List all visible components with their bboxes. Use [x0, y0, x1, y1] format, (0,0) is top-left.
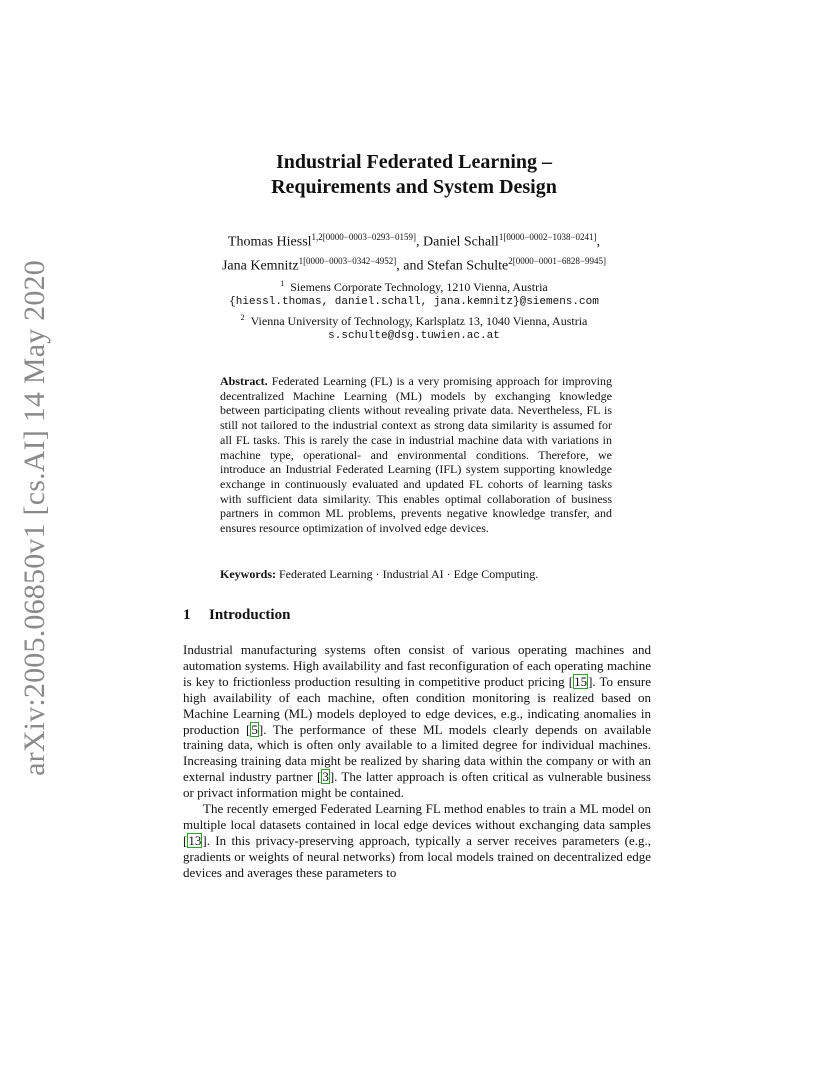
citation-link[interactable]: 5 — [251, 721, 258, 737]
text-run: . In this privacy-preserving approach, typically a server receives parameters (e.g., gradients or weights of neural networks) from local models trained on decentralized edge devices and averages these parameters to — [183, 832, 651, 880]
keywords-label: Keywords: — [220, 567, 276, 581]
author-orcid: 1[0000−0003−0342−4952] — [298, 255, 397, 266]
abstract-label: Abstract. — [220, 374, 268, 388]
author-list — [0, 228, 828, 275]
title-line-1: Industrial Federated Learning – — [275, 151, 553, 173]
section-title: Introduction — [209, 607, 291, 623]
text-run: . The latter approach is often critical as vulnerable business or privact information might be contained. — [183, 769, 651, 801]
affiliation-1-emails: {hiessl.thomas, daniel.schall, jana.kemnitz}@siemens.com — [229, 296, 599, 308]
affiliation-text: Vienna University of Technology, Karlsplatz 13, 1040 Vienna, Austria — [250, 314, 588, 328]
text-run: The recently emerged Federated Learning FL method enables to train a ML model on multiple local datasets contained in local edge devices without exchanging data samples — [183, 801, 651, 832]
author-orcid: 1,2[0000−0003−0293−0159] — [311, 232, 417, 242]
paragraph-2: The recently emerged Federated Learning FL method enables to train a ML model on multiple local datasets contained in local edge devices without exchanging data samples [13]. In this privacy-preserving approach, typically a server receives parameters (e.g., gradients or weights of neural networks) from local models trained on decentralized edge devices and averages these parameters to — [183, 801, 651, 880]
arxiv-stamp — [10, 260, 60, 776]
abstract — [220, 374, 612, 536]
affiliation-2-email: s.schulte@dsg.tuwien.ac.at — [328, 330, 500, 342]
author-separator: , and — [396, 258, 428, 274]
section-heading — [183, 607, 290, 624]
author-line-1 — [0, 228, 828, 252]
arxiv-stamp-text: arXiv:2005.06850v1 [cs.AI] 14 May 2020 — [18, 260, 51, 776]
paragraph-1: Industrial manufacturing systems often consist of various operating machines and automation systems. High availability and fast reconfiguration of each operating machine is key to frictionless production resulting in competitive product pricing [15]. To ensure high availability of each machine, often condition monitoring is realized based on Machine Learning (ML) models deployed to edge devices, e.g., indicating anomalies in production [5]. The performance of these ML models clearly depends on available training data, which is often only available to a limited degree for individual machines. Increasing training data might be realized by sharing data within the company or with an external industry partner [3]. The latter approach is often critical as vulnerable business or privact information might be contained. — [183, 642, 651, 801]
author-separator: , — [416, 234, 424, 250]
author-name: Jana Kemnitz — [221, 258, 299, 274]
abstract-text: Federated Learning (FL) is a very promising approach for improving decentralized Machine Learning (ML) models by exchanging knowledge between participating clients without revealing private data. Nevertheless, FL is still not tailored to the industrial context as strong data similarity is assumed for all FL tasks. This is rarely the case in industrial machine data with variations in machine type, operational- and environmental conditions. Therefore, we introduce an Industrial Federated Learning (IFL) system supporting knowledge exchange in continuously evaluated and updated FL cohorts of learning tasks with sufficient data similarity. This enables optimal collaboration of business partners in common ML problems, prevents negative knowledge transfer, and ensures resource optimization of involved edge devices. — [220, 374, 612, 536]
affiliation-text: Siemens Corporate Technology, 1210 Vienna, Austria — [290, 280, 548, 294]
author-orcid: 1[0000−0002−1038−0241] — [498, 232, 597, 242]
body-text — [183, 642, 651, 881]
text-run: . The performance of these ML models clearly depends on available training data, which is often only available to a limited degree for individual machines. Increasing training data might be realized by sharing data within the company or with an external industry partner — [183, 721, 651, 785]
title-line-2: Requirements and System Design — [271, 176, 557, 198]
author-name: Thomas Hiessl — [227, 234, 312, 250]
citation-link[interactable]: 13 — [188, 832, 202, 848]
affiliation-mark: 1 — [280, 279, 285, 288]
author-line-2 — [0, 252, 828, 276]
affiliation-1 — [0, 276, 828, 295]
author-name: Daniel Schall — [423, 234, 499, 250]
affiliation-2 — [0, 310, 828, 329]
author-separator: , — [596, 234, 601, 250]
author-orcid: 2[0000−0001−6828−9945] — [508, 255, 607, 266]
author-name: Stefan Schulte — [427, 258, 509, 274]
paper-title — [0, 150, 828, 200]
keywords-text: Federated Learning · Industrial AI · Edge Computing. — [279, 567, 539, 581]
keywords — [220, 567, 612, 582]
affiliation-mark: 2 — [240, 313, 245, 322]
affiliations — [0, 276, 828, 344]
section-number: 1 — [183, 607, 191, 623]
text-run: . To ensure high availability of each machine, often condition monitoring is realized based on Machine Learning (ML) models deployed to edge devices, e.g., indicating anomalies in production — [183, 673, 651, 737]
citation-link[interactable]: 3 — [322, 769, 329, 785]
citation-link[interactable]: 15 — [574, 673, 588, 689]
text-run: Industrial manufacturing systems often consist of various operating machines and automation systems. High availability and fast reconfiguration of each operating machine is key to frictionless production resulting in competitive product pricing — [183, 642, 651, 689]
